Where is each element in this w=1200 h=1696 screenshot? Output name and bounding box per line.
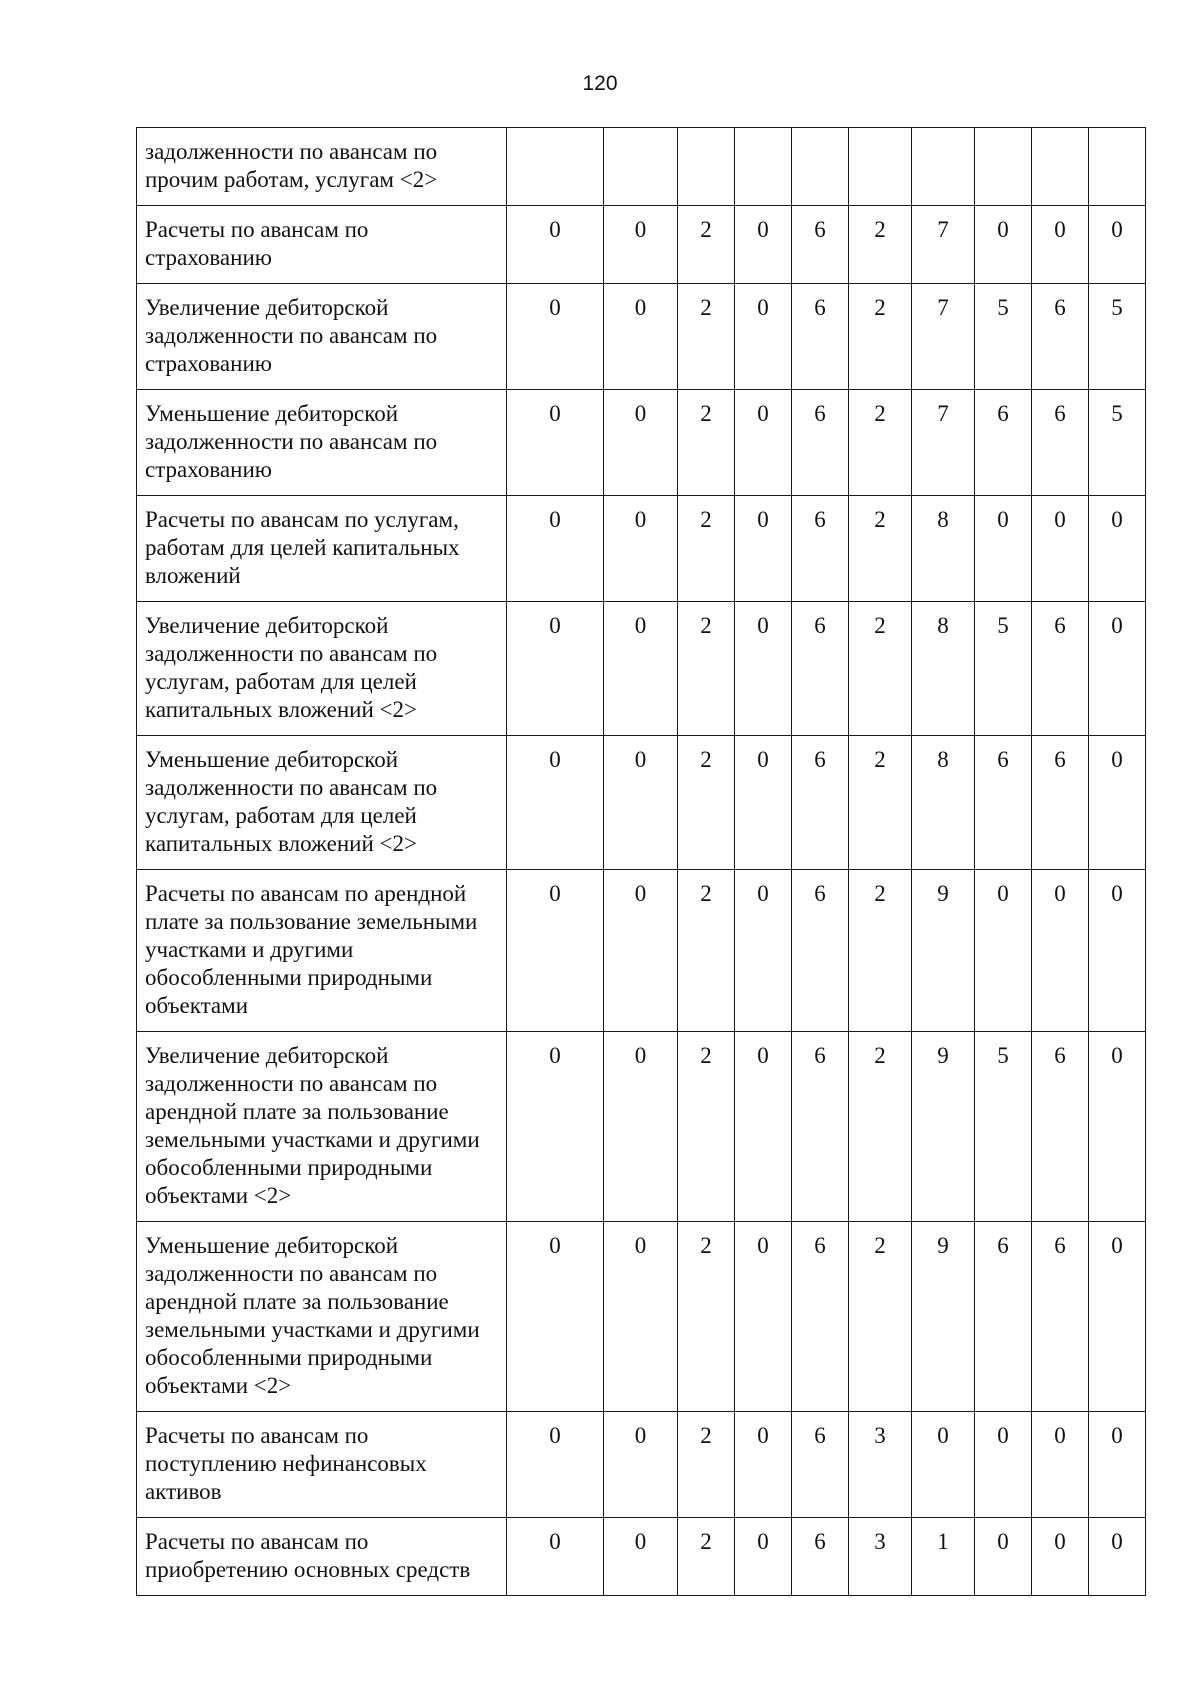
table-row <box>137 736 1146 870</box>
code-digit-cell: 2 <box>849 736 912 870</box>
table-row <box>137 390 1146 496</box>
code-digit-cell: 0 <box>604 206 678 284</box>
code-digit-cell: 6 <box>792 870 849 1032</box>
code-digit-cell: 0 <box>604 1032 678 1222</box>
code-digit-cell: 0 <box>604 602 678 736</box>
code-digit-cell: 0 <box>507 1518 604 1596</box>
code-digit-cell: 0 <box>1089 1032 1146 1222</box>
table-row <box>137 1032 1146 1222</box>
code-digit-cell: 0 <box>1089 496 1146 602</box>
account-codes-table <box>136 127 1146 1596</box>
code-digit-cell: 7 <box>912 390 975 496</box>
code-digit-cell: 6 <box>792 1412 849 1518</box>
code-digit-cell: 0 <box>735 736 792 870</box>
code-digit-cell: 8 <box>912 602 975 736</box>
code-digit-cell: 2 <box>849 284 912 390</box>
code-digit-cell: 6 <box>1032 736 1089 870</box>
row-label: Увеличение дебиторской задолженности по авансам по страхованию <box>137 284 507 390</box>
code-digit-cell: 0 <box>1089 1222 1146 1412</box>
code-digit-cell: 0 <box>735 602 792 736</box>
code-digit-cell: 6 <box>1032 390 1089 496</box>
code-digit-cell: 2 <box>678 390 735 496</box>
code-digit-cell: 6 <box>1032 284 1089 390</box>
page-number: 120 <box>582 72 618 95</box>
code-digit-cell: 0 <box>735 496 792 602</box>
table-row <box>137 496 1146 602</box>
code-digit-cell: 0 <box>975 206 1032 284</box>
code-digit-cell: 6 <box>792 390 849 496</box>
code-digit-cell: 2 <box>678 870 735 1032</box>
code-digit-cell: 0 <box>1032 1412 1089 1518</box>
code-digit-cell: 5 <box>975 284 1032 390</box>
code-digit-cell: 6 <box>1032 1032 1089 1222</box>
code-digit-cell: 2 <box>678 1518 735 1596</box>
code-digit-cell: 6 <box>1032 602 1089 736</box>
code-digit-cell: 0 <box>975 1518 1032 1596</box>
table-row <box>137 602 1146 736</box>
row-label: Увеличение дебиторской задолженности по авансам по услугам, работам для целей капитальных вложений <2> <box>137 602 507 736</box>
table-row <box>137 284 1146 390</box>
code-digit-cell: 0 <box>1089 1518 1146 1596</box>
code-digit-cell: 0 <box>604 1222 678 1412</box>
code-digit-cell: 2 <box>678 1412 735 1518</box>
code-digit-cell: 2 <box>678 496 735 602</box>
code-digit-cell: 2 <box>678 206 735 284</box>
code-digit-cell: 6 <box>975 390 1032 496</box>
code-digit-cell: 2 <box>849 1032 912 1222</box>
code-digit-cell: 2 <box>678 1222 735 1412</box>
code-digit-cell: 0 <box>507 602 604 736</box>
code-digit-cell: 5 <box>975 602 1032 736</box>
code-digit-cell <box>849 128 912 206</box>
code-digit-cell: 0 <box>735 1222 792 1412</box>
row-label: Уменьшение дебиторской задолженности по авансам по арендной плате за пользование земельными участками и другими обособленными природными объектами <2> <box>137 1222 507 1412</box>
code-digit-cell: 2 <box>849 1222 912 1412</box>
code-digit-cell: 0 <box>735 1412 792 1518</box>
code-digit-cell: 6 <box>792 496 849 602</box>
table-row <box>137 870 1146 1032</box>
code-digit-cell: 2 <box>849 390 912 496</box>
row-label: Расчеты по авансам по услугам, работам для целей капитальных вложений <box>137 496 507 602</box>
row-label: Уменьшение дебиторской задолженности по авансам по страхованию <box>137 390 507 496</box>
code-digit-cell: 6 <box>792 206 849 284</box>
code-digit-cell: 0 <box>604 1518 678 1596</box>
code-digit-cell: 0 <box>912 1412 975 1518</box>
table-row <box>137 1222 1146 1412</box>
code-digit-cell <box>1089 128 1146 206</box>
code-digit-cell: 0 <box>507 1032 604 1222</box>
code-digit-cell: 8 <box>912 736 975 870</box>
code-digit-cell: 2 <box>678 736 735 870</box>
code-digit-cell: 0 <box>604 390 678 496</box>
code-digit-cell: 0 <box>1089 206 1146 284</box>
code-digit-cell: 0 <box>975 1412 1032 1518</box>
code-digit-cell: 2 <box>849 496 912 602</box>
code-digit-cell: 6 <box>975 736 1032 870</box>
code-digit-cell: 6 <box>792 1222 849 1412</box>
table-row <box>137 206 1146 284</box>
code-digit-cell: 1 <box>912 1518 975 1596</box>
code-digit-cell: 0 <box>735 284 792 390</box>
code-digit-cell: 0 <box>507 1222 604 1412</box>
code-digit-cell <box>678 128 735 206</box>
code-digit-cell: 2 <box>678 602 735 736</box>
code-digit-cell: 2 <box>849 206 912 284</box>
code-digit-cell: 0 <box>507 390 604 496</box>
row-label: Расчеты по авансам по приобретению основных средств <box>137 1518 507 1596</box>
code-digit-cell: 3 <box>849 1412 912 1518</box>
code-digit-cell <box>975 128 1032 206</box>
code-digit-cell: 0 <box>1089 736 1146 870</box>
code-digit-cell: 0 <box>1032 496 1089 602</box>
code-digit-cell: 0 <box>1032 206 1089 284</box>
code-digit-cell: 2 <box>678 1032 735 1222</box>
code-digit-cell: 0 <box>735 870 792 1032</box>
code-digit-cell: 9 <box>912 1222 975 1412</box>
code-digit-cell <box>507 128 604 206</box>
code-digit-cell: 6 <box>792 1518 849 1596</box>
code-digit-cell <box>604 128 678 206</box>
code-digit-cell <box>735 128 792 206</box>
code-digit-cell: 0 <box>507 736 604 870</box>
code-digit-cell: 5 <box>1089 284 1146 390</box>
code-digit-cell: 0 <box>1089 1412 1146 1518</box>
row-label: задолженности по авансам по прочим работам, услугам <2> <box>137 128 507 206</box>
code-digit-cell <box>1032 128 1089 206</box>
code-digit-cell: 6 <box>792 602 849 736</box>
code-digit-cell: 0 <box>507 496 604 602</box>
code-digit-cell: 6 <box>975 1222 1032 1412</box>
code-digit-cell: 0 <box>1032 1518 1089 1596</box>
code-digit-cell: 8 <box>912 496 975 602</box>
code-digit-cell: 0 <box>735 1518 792 1596</box>
code-digit-cell: 6 <box>1032 1222 1089 1412</box>
table-row <box>137 128 1146 206</box>
row-label: Уменьшение дебиторской задолженности по авансам по услугам, работам для целей капитальных вложений <2> <box>137 736 507 870</box>
code-digit-cell: 0 <box>604 496 678 602</box>
code-digit-cell: 0 <box>1089 870 1146 1032</box>
code-digit-cell: 0 <box>604 284 678 390</box>
code-digit-cell: 5 <box>975 1032 1032 1222</box>
table-row <box>137 1412 1146 1518</box>
code-digit-cell: 2 <box>849 870 912 1032</box>
code-digit-cell: 0 <box>507 870 604 1032</box>
code-digit-cell: 2 <box>849 602 912 736</box>
table-body <box>137 128 1146 1596</box>
code-digit-cell <box>912 128 975 206</box>
code-digit-cell: 0 <box>735 1032 792 1222</box>
code-digit-cell: 5 <box>1089 390 1146 496</box>
code-digit-cell: 0 <box>975 496 1032 602</box>
code-digit-cell <box>792 128 849 206</box>
row-label: Увеличение дебиторской задолженности по авансам по арендной плате за пользование земельными участками и другими обособленными природными объектами <2> <box>137 1032 507 1222</box>
code-digit-cell: 7 <box>912 284 975 390</box>
code-digit-cell: 0 <box>735 390 792 496</box>
code-digit-cell: 0 <box>507 284 604 390</box>
code-digit-cell: 6 <box>792 736 849 870</box>
code-digit-cell: 9 <box>912 870 975 1032</box>
table-row <box>137 1518 1146 1596</box>
code-digit-cell: 6 <box>792 1032 849 1222</box>
code-digit-cell: 0 <box>604 870 678 1032</box>
code-digit-cell: 0 <box>507 1412 604 1518</box>
code-digit-cell: 0 <box>735 206 792 284</box>
row-label: Расчеты по авансам по поступлению нефинансовых активов <box>137 1412 507 1518</box>
code-digit-cell: 9 <box>912 1032 975 1222</box>
code-digit-cell: 0 <box>507 206 604 284</box>
code-digit-cell: 0 <box>604 1412 678 1518</box>
code-digit-cell: 3 <box>849 1518 912 1596</box>
code-digit-cell: 6 <box>792 284 849 390</box>
row-label: Расчеты по авансам по страхованию <box>137 206 507 284</box>
code-digit-cell: 0 <box>1032 870 1089 1032</box>
code-digit-cell: 7 <box>912 206 975 284</box>
code-digit-cell: 0 <box>604 736 678 870</box>
code-digit-cell: 0 <box>1089 602 1146 736</box>
code-digit-cell: 2 <box>678 284 735 390</box>
row-label: Расчеты по авансам по арендной плате за пользование земельными участками и другими обособленными природными объектами <box>137 870 507 1032</box>
code-digit-cell: 0 <box>975 870 1032 1032</box>
